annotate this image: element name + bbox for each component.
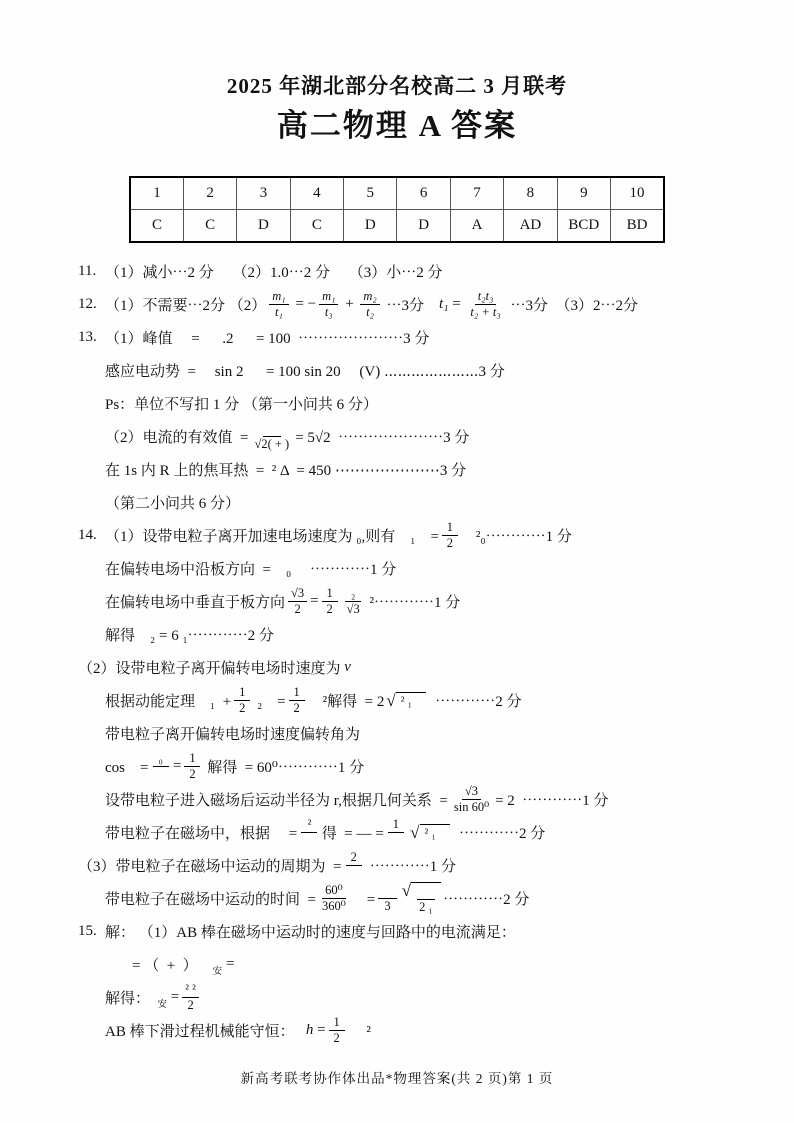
square-root: √ ² ₁: [386, 692, 425, 709]
solution-line: [78, 255, 794, 288]
text-run: = 2 ⋯⋯⋯⋯1 分: [495, 793, 609, 810]
fraction: $\frac{\text{t₂t₃}}{\text{t₂ + t₃}}$: [470, 289, 501, 320]
item-number: 12.: [78, 296, 97, 313]
answer-cell: D: [344, 210, 397, 243]
math-variable: v: [344, 659, 351, 676]
solution-line: [78, 420, 794, 453]
solution-line: [78, 915, 794, 948]
text-run: =: [172, 758, 182, 775]
subscript-label: 安: [212, 966, 223, 977]
fraction: $\frac{\text{m₂}}{\text{t₂}}$: [360, 289, 379, 320]
question-number-cell: 8: [504, 177, 557, 210]
subscript-label: 安: [157, 999, 168, 1010]
fraction: $\frac{\text{m₁}}{\text{t₁}}$: [269, 289, 288, 320]
math-variable: t₁: [439, 296, 449, 313]
solution-line: [78, 882, 794, 915]
text-run: 解： （1）AB 棒在磁场中运动时的速度与回路中的电流满足：: [105, 925, 516, 942]
question-number-cell: 3: [237, 177, 290, 210]
text-run: 在偏转电场中垂直于板方向: [105, 595, 286, 612]
fraction: $\frac{\text{² ²}}{2}$: [182, 982, 199, 1013]
text-run: 感应电动势 = sin 2 = 100 sin 20 (V) ⋯⋯⋯⋯⋯⋯⋯3 分: [105, 364, 505, 381]
solution-line: [78, 321, 794, 354]
text-run: = （ + ）: [132, 958, 213, 975]
question-number-cell: 4: [290, 177, 343, 210]
text-run: （2）设带电粒子离开偏转电场时速度为: [78, 661, 345, 678]
fraction: 2 ₁: [416, 884, 436, 915]
solution-line: [78, 288, 794, 321]
fraction: $\frac{\text{₂}}{√3}$: [346, 586, 360, 617]
text-run: 在 1s 内 R 上的焦耳热 = ² Δ = 450 ⋯⋯⋯⋯⋯⋯⋯3 分: [105, 463, 467, 480]
item-number: 15.: [78, 923, 97, 940]
question-number-cell: 7: [450, 177, 503, 210]
solution-line: [78, 552, 794, 585]
solution-line: [78, 816, 794, 849]
text-run: （1）峰值 = .2 = 100 ⋯⋯⋯⋯⋯⋯⋯3 分: [105, 331, 430, 348]
text-run: =: [351, 892, 376, 909]
solution-line: [78, 354, 794, 387]
question-number-row: [130, 177, 664, 210]
solution-line: [78, 1014, 794, 1047]
fraction: $\frac{√3}{2}$: [288, 586, 307, 617]
text-run: 带电粒子在磁场中，根据 =: [105, 826, 298, 843]
answer-cell: C: [183, 210, 236, 243]
text-run: =: [313, 1022, 326, 1039]
text-run: = −: [291, 296, 317, 313]
solution-line: [78, 981, 794, 1014]
text-run: = 5√2 ⋯⋯⋯⋯⋯⋯⋯3 分: [295, 430, 470, 447]
fraction: 2: [344, 850, 363, 881]
question-number-cell: 6: [397, 177, 450, 210]
answer-cell: D: [237, 210, 290, 243]
text-run: ⋯⋯⋯⋯2 分: [443, 892, 530, 909]
fraction: $\frac{1}{2}$: [322, 586, 338, 617]
fraction: √2( + ): [251, 421, 292, 452]
text-run: （第二小问共 6 分）: [105, 496, 241, 513]
fraction: $\frac{\text{60⁰}}{\text{360⁰}}$: [321, 883, 346, 914]
fraction: $\frac{1}{2}$: [442, 520, 458, 551]
answer-cell: AD: [504, 210, 557, 243]
question-number-cell: 1: [130, 177, 183, 210]
solution-line: [78, 684, 794, 717]
solution-line: [78, 453, 794, 486]
answer-cell: BD: [611, 210, 664, 243]
text-run: （1）设带电粒子离开加速电场速度为 ₀,则有 ₁ =: [105, 529, 439, 546]
text-run: Ps：单位不写扣 1 分 （第一小问共 6 分）: [105, 397, 378, 414]
text-run: 设带电粒子进入磁场后运动半径为 r,根据几何关系 =: [105, 793, 448, 810]
text-run: =: [448, 296, 465, 313]
solution-line: [78, 783, 794, 816]
fraction: $\frac{\text{m₁}}{\text{t₃}}$: [319, 289, 338, 320]
text-run: 根据动能定理 ₁ +: [105, 694, 232, 711]
solution-line: [78, 651, 794, 684]
text-run: 解得 = 60⁰⋯⋯⋯⋯1 分: [203, 760, 365, 777]
solution-line: [78, 618, 794, 651]
answer-table: [129, 176, 665, 243]
fraction: 3: [378, 883, 397, 914]
square-root: √ 2 ₁: [402, 882, 441, 915]
solution-line: [78, 750, 794, 783]
fraction: $\frac{1}{2}$: [184, 751, 200, 782]
text-run: 带电粒子在磁场中运动的时间 =: [105, 892, 316, 909]
solution-line: [78, 717, 794, 750]
item-number: 11.: [78, 263, 97, 280]
question-number-cell: 5: [344, 177, 397, 210]
exam-title: 2025 年湖北部分名校高二 3 月联考: [226, 74, 568, 98]
text-run: ²解得 = 2: [307, 694, 385, 711]
text-run: 带电粒子离开偏转电场时速度偏转角为: [105, 727, 361, 744]
text-run: （1）减小⋯2 分 （2）1.0⋯2 分 （3）小⋯2 分: [105, 265, 443, 282]
text-run: ₂ =: [253, 694, 286, 711]
solution-line: [78, 585, 794, 618]
fraction: $\frac{1}{2}$: [234, 685, 250, 716]
page-footer: 新高考联考协作体出品*物理答案(共 2 页)第 1 页: [240, 1071, 554, 1086]
text-run: 得 = — =: [321, 826, 384, 843]
text-run: （3）带电粒子在磁场中运动的周期为 =: [78, 859, 342, 876]
answer-cell: BCD: [557, 210, 610, 243]
fraction: $\frac{1}{2}$: [289, 685, 305, 716]
answer-cell: D: [397, 210, 450, 243]
fraction: ₀: [151, 751, 170, 782]
item-number: 14.: [78, 527, 97, 544]
text-run: ⋯3分: [382, 298, 440, 315]
text-run: ²: [347, 1024, 371, 1041]
solution-line: [78, 486, 794, 519]
text-run: ⋯⋯⋯⋯2 分: [451, 826, 546, 843]
text-run: （1）不需要⋯2分 （2）: [105, 298, 267, 315]
solution-line: [78, 387, 794, 420]
answer-cell: C: [290, 210, 343, 243]
fraction: $\frac{1}{2}$: [329, 1015, 345, 1046]
answer-cell: A: [450, 210, 503, 243]
text-run: 在偏转电场中沿板方向 = ₀ ⋯⋯⋯⋯1 分: [105, 562, 397, 579]
solutions-section: [78, 255, 794, 1047]
question-number-cell: 2: [183, 177, 236, 210]
answer-cell: C: [130, 210, 183, 243]
text-run: （2）电流的有效值 =: [105, 430, 249, 447]
text-run: =: [167, 989, 180, 1006]
text-run: ⋯⋯⋯⋯1 分: [365, 859, 456, 876]
answer-sheet-subtitle: 高二物理 A 答案: [276, 108, 518, 144]
fraction: ²: [300, 817, 319, 848]
text-run: 解得：: [105, 991, 158, 1008]
math-variable: h: [305, 1022, 314, 1039]
text-run: cos =: [105, 760, 149, 777]
text-run: AB 棒下滑过程机械能守恒：: [105, 1024, 306, 1041]
fraction: 1: [387, 817, 406, 848]
text-run: ⋯3分 （3）2⋯2分: [506, 298, 638, 315]
item-number: 13.: [78, 329, 97, 346]
answer-row: [130, 210, 664, 243]
solution-line: [78, 849, 794, 882]
solution-line: [78, 519, 794, 552]
question-number-cell: 10: [611, 177, 664, 210]
text-run: ⋯⋯⋯⋯2 分: [427, 694, 522, 711]
square-root: √ ² ₁: [410, 824, 449, 841]
fraction: $\frac{√3}{\text{sin 60⁰}}$: [453, 784, 490, 815]
text-run: ²⋯⋯⋯⋯1 分: [365, 595, 461, 612]
question-number-cell: 9: [557, 177, 610, 210]
text-run: 解得 ₂ = 6 ₁⋯⋯⋯⋯2 分: [105, 628, 274, 645]
text-run: ²₀⋯⋯⋯⋯1 分: [460, 529, 572, 546]
text-run: =: [222, 956, 235, 973]
text-run: +: [341, 296, 358, 313]
solution-line: [78, 948, 794, 981]
text-run: =: [310, 593, 319, 610]
